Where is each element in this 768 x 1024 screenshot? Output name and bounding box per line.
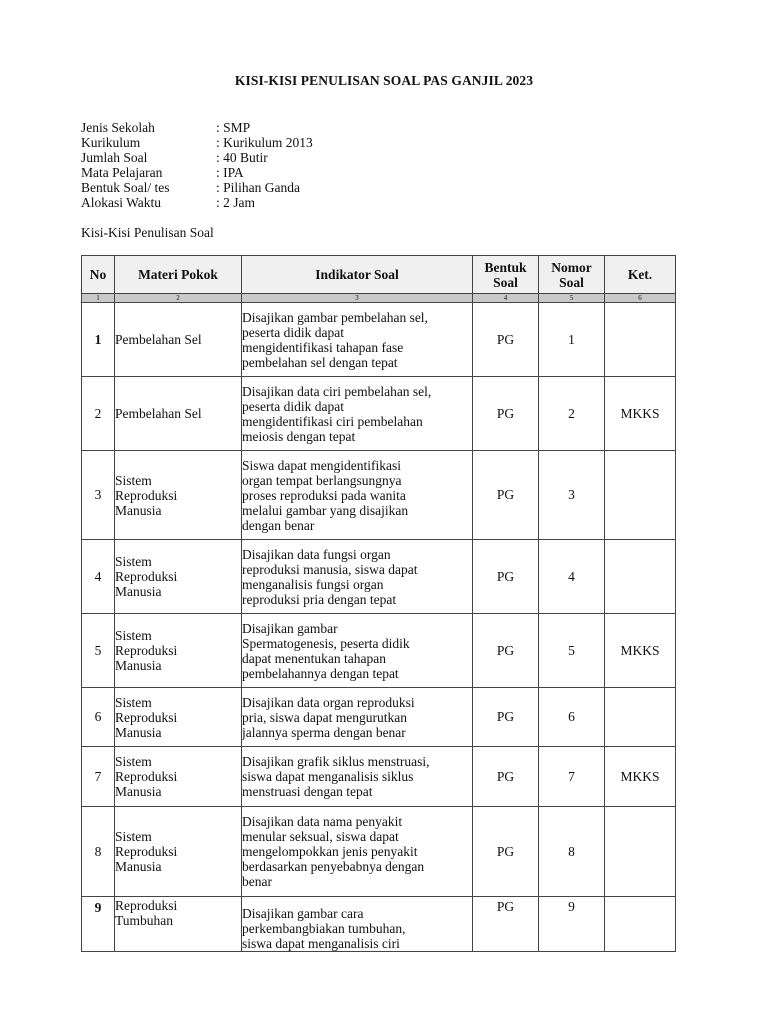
indikator-soal-cell-line: menstruasi dengan tepat	[242, 784, 373, 799]
meta-row-mata-pelajaran	[81, 165, 313, 180]
bentuk-soal-cell: PG	[473, 303, 539, 377]
indikator-soal-cell-line: pria, siswa dapat mengurutkan	[242, 709, 407, 725]
materi-pokok-cell	[115, 377, 242, 451]
indikator-soal-cell	[242, 303, 473, 377]
row-number: 2	[82, 377, 115, 451]
indikator-soal-cell-line: perkembangbiakan tumbuhan,	[242, 921, 406, 936]
materi-pokok-cell-line: Sistem	[115, 554, 152, 569]
nomor-soal-cell: 5	[539, 614, 605, 688]
indikator-soal-cell-line: siswa dapat menganalisis ciri	[242, 936, 400, 951]
bentuk-soal-cell: PG	[473, 747, 539, 807]
materi-pokok-cell	[115, 614, 242, 688]
materi-pokok-cell-line: Reproduksi	[115, 487, 178, 503]
materi-pokok-cell-line: Manusia	[115, 502, 162, 518]
materi-pokok-cell	[115, 451, 242, 540]
header-materi-pokok: Materi Pokok	[115, 256, 242, 294]
header-nomor-line1: Nomor	[551, 259, 592, 275]
indikator-soal-cell-line: menular seksual, siswa dapat	[242, 829, 399, 844]
indikator-soal-cell-line: Disajikan data nama penyakit	[242, 814, 403, 829]
keterangan-cell	[605, 540, 676, 614]
indikator-soal-cell-line: proses reproduksi pada wanita	[242, 487, 406, 503]
indikator-soal-cell-line: pembelahan sel dengan tepat	[242, 354, 398, 370]
document-title: KISI-KISI PENULISAN SOAL PAS GANJIL 2023	[234, 73, 534, 88]
nomor-soal-cell: 2	[539, 377, 605, 451]
indikator-soal-cell	[242, 540, 473, 614]
header-bentuk-line2: Soal	[493, 274, 518, 290]
column-number: 1	[82, 294, 115, 303]
indikator-soal-cell	[242, 614, 473, 688]
row-number: 8	[82, 807, 115, 897]
keterangan-cell	[605, 303, 676, 377]
table-row	[82, 303, 676, 377]
header-bentuk-line1: Bentuk	[484, 259, 527, 275]
meta-row-alokasi-waktu	[81, 195, 313, 210]
row-number: 3	[82, 451, 115, 540]
meta-label: Jumlah Soal	[81, 150, 148, 165]
keterangan-cell	[605, 451, 676, 540]
meta-row-kurikulum	[81, 135, 313, 150]
keterangan-cell: MKKS	[605, 747, 676, 807]
meta-row-jumlah-soal	[81, 150, 313, 165]
bentuk-soal-cell: PG	[473, 451, 539, 540]
materi-pokok-cell-line: Sistem	[115, 754, 152, 769]
materi-pokok-cell-line: Reproduksi	[115, 898, 178, 913]
materi-pokok-cell-line: Reproduksi	[115, 769, 178, 784]
indikator-soal-cell	[242, 807, 473, 897]
column-number: 4	[473, 294, 539, 303]
indikator-soal-cell-line: pembelahannya dengan tepat	[242, 665, 399, 681]
materi-pokok-cell	[115, 897, 242, 952]
meta-label: Mata Pelajaran	[81, 165, 163, 180]
table-caption: Kisi-Kisi Penulisan Soal	[81, 225, 214, 240]
materi-pokok-cell-line: Manusia	[115, 584, 162, 599]
table-row	[82, 451, 676, 540]
table-row	[82, 747, 676, 807]
column-number: 6	[605, 294, 676, 303]
keterangan-cell	[605, 688, 676, 747]
indikator-soal-cell-line: melalui gambar yang disajikan	[242, 502, 409, 518]
column-number: 2	[115, 294, 242, 303]
meta-label: Bentuk Soal/ tes	[81, 180, 170, 195]
indikator-soal-cell-line: benar	[242, 874, 272, 889]
bentuk-soal-cell: PG	[473, 377, 539, 451]
materi-pokok-cell	[115, 303, 242, 377]
nomor-soal-cell: 9	[539, 897, 605, 952]
row-number: 1	[82, 303, 115, 377]
meta-label: Alokasi Waktu	[81, 195, 162, 210]
materi-pokok-cell-line: Pembelahan Sel	[115, 406, 202, 421]
indikator-soal-cell-line: mengelompokkan jenis penyakit	[242, 844, 418, 859]
indikator-soal-cell-line: mengidentifikasi tahapan fase	[242, 339, 404, 355]
meta-value: : IPA	[216, 165, 244, 180]
row-number: 7	[82, 747, 115, 807]
keterangan-cell: MKKS	[605, 377, 676, 451]
nomor-soal-cell: 4	[539, 540, 605, 614]
kisi-kisi-table	[81, 255, 676, 952]
materi-pokok-cell-line: Sistem	[115, 472, 152, 488]
indikator-soal-cell-line: reproduksi pria dengan tepat	[242, 591, 397, 607]
indikator-soal-cell-line: organ tempat berlangsungnya	[242, 472, 402, 488]
nomor-soal-cell: 6	[539, 688, 605, 747]
nomor-soal-cell: 8	[539, 807, 605, 897]
materi-pokok-cell-line: Tumbuhan	[115, 913, 174, 928]
table-row	[82, 540, 676, 614]
meta-value: : 2 Jam	[216, 195, 255, 210]
keterangan-cell	[605, 897, 676, 952]
indikator-soal-cell-line: reproduksi manusia, siswa dapat	[242, 561, 418, 577]
materi-pokok-cell-line: Sistem	[115, 628, 152, 643]
table-header-row	[82, 256, 676, 294]
materi-pokok-cell-line: Sistem	[115, 694, 152, 710]
materi-pokok-cell	[115, 540, 242, 614]
indikator-soal-cell-line: Siswa dapat mengidentifikasi	[242, 457, 401, 473]
header-nomor-soal	[539, 256, 605, 294]
materi-pokok-cell-line: Manusia	[115, 658, 162, 673]
row-number: 5	[82, 614, 115, 688]
indikator-soal-cell-line: mengidentifikasi ciri pembelahan	[242, 413, 423, 429]
meta-row-bentuk-soal	[81, 180, 313, 195]
table-row	[82, 807, 676, 897]
indikator-soal-cell-line: Disajikan data ciri pembelahan sel,	[242, 383, 432, 399]
indikator-soal-cell	[242, 897, 473, 952]
column-number: 5	[539, 294, 605, 303]
column-number-row	[82, 294, 676, 303]
meta-label: Jenis Sekolah	[81, 120, 155, 135]
meta-value: : 40 Butir	[216, 150, 268, 165]
header-indikator-soal: Indikator Soal	[242, 256, 473, 294]
meta-value: : Kurikulum 2013	[216, 135, 313, 150]
materi-pokok-cell-line: Manusia	[115, 724, 162, 740]
row-number: 4	[82, 540, 115, 614]
row-number: 6	[82, 688, 115, 747]
table-row	[82, 377, 676, 451]
materi-pokok-cell-line: Sistem	[115, 829, 152, 844]
indikator-soal-cell	[242, 377, 473, 451]
materi-pokok-cell-line: Pembelahan Sel	[115, 332, 202, 347]
document-meta	[81, 120, 313, 210]
header-no: No	[82, 256, 115, 294]
materi-pokok-cell-line: Reproduksi	[115, 643, 178, 658]
materi-pokok-cell	[115, 807, 242, 897]
indikator-soal-cell-line: Disajikan gambar cara	[242, 906, 364, 921]
indikator-soal-cell-line: Disajikan data organ reproduksi	[242, 694, 415, 710]
indikator-soal-cell-line: Disajikan gambar	[242, 620, 338, 636]
indikator-soal-cell-line: Spermatogenesis, peserta didik	[242, 635, 410, 651]
header-bentuk-soal	[473, 256, 539, 294]
indikator-soal-cell-line: Disajikan data fungsi organ	[242, 546, 391, 562]
nomor-soal-cell: 7	[539, 747, 605, 807]
materi-pokok-cell-line: Manusia	[115, 859, 162, 874]
indikator-soal-cell	[242, 688, 473, 747]
meta-value: : Pilihan Ganda	[216, 180, 300, 195]
row-number: 9	[82, 897, 115, 952]
indikator-soal-cell-line: Disajikan gambar pembelahan sel,	[242, 309, 428, 325]
materi-pokok-cell-line: Reproduksi	[115, 569, 178, 584]
bentuk-soal-cell: PG	[473, 897, 539, 952]
keterangan-cell	[605, 807, 676, 897]
materi-pokok-cell	[115, 747, 242, 807]
materi-pokok-cell-line: Reproduksi	[115, 709, 178, 725]
indikator-soal-cell-line: peserta didik dapat	[242, 398, 344, 414]
bentuk-soal-cell: PG	[473, 688, 539, 747]
indikator-soal-cell-line: berdasarkan penyebabnya dengan	[242, 859, 425, 874]
bentuk-soal-cell: PG	[473, 807, 539, 897]
header-nomor-line2: Soal	[559, 274, 584, 290]
indikator-soal-cell	[242, 747, 473, 807]
nomor-soal-cell: 1	[539, 303, 605, 377]
indikator-soal-cell-line: dapat menentukan tahapan	[242, 650, 386, 666]
table-row	[82, 688, 676, 747]
meta-row-jenis-sekolah	[81, 120, 313, 135]
table-row	[82, 897, 676, 952]
materi-pokok-cell-line: Reproduksi	[115, 844, 178, 859]
materi-pokok-cell-line: Manusia	[115, 784, 162, 799]
materi-pokok-cell	[115, 688, 242, 747]
indikator-soal-cell-line: jalannya sperma dengan benar	[242, 724, 406, 740]
bentuk-soal-cell: PG	[473, 614, 539, 688]
nomor-soal-cell: 3	[539, 451, 605, 540]
indikator-soal-cell-line: peserta didik dapat	[242, 324, 344, 340]
indikator-soal-cell-line: siswa dapat menganalisis siklus	[242, 769, 414, 784]
keterangan-cell: MKKS	[605, 614, 676, 688]
indikator-soal-cell-line: dengan benar	[242, 517, 315, 533]
indikator-soal-cell-line: menganalisis fungsi organ	[242, 576, 384, 592]
header-ket: Ket.	[605, 256, 676, 294]
column-number: 3	[242, 294, 473, 303]
meta-value: : SMP	[216, 120, 251, 135]
bentuk-soal-cell: PG	[473, 540, 539, 614]
indikator-soal-cell-line: meiosis dengan tepat	[242, 428, 356, 444]
indikator-soal-cell-line: Disajikan grafik siklus menstruasi,	[242, 754, 430, 769]
table-row	[82, 614, 676, 688]
indikator-soal-cell	[242, 451, 473, 540]
meta-label: Kurikulum	[81, 135, 141, 150]
